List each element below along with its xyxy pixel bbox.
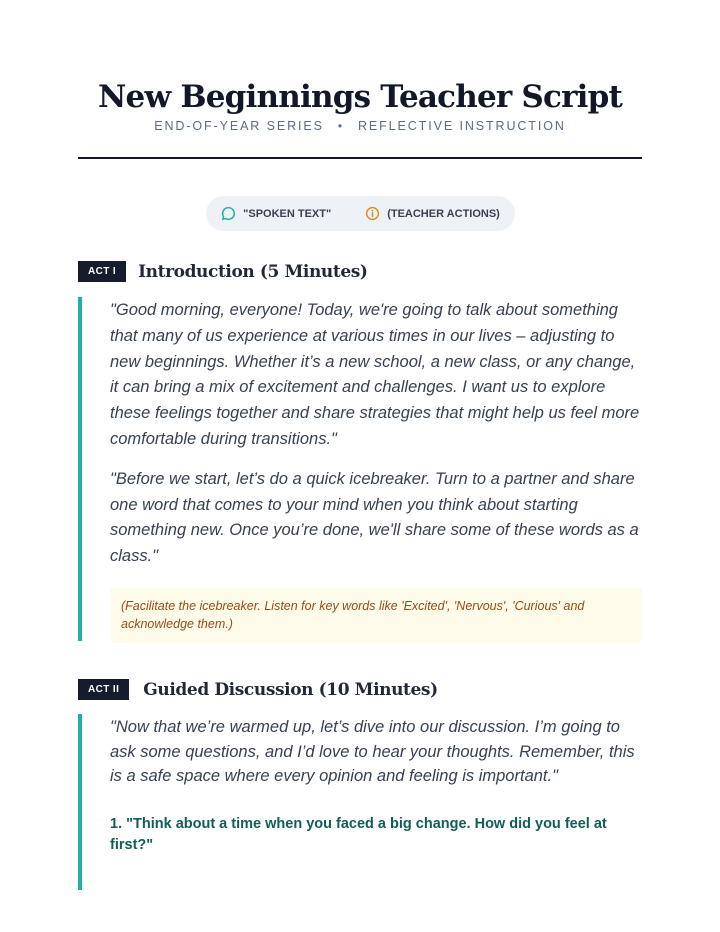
act-1-header — [78, 261, 368, 282]
spoken-text: "Good morning, everyone! Today, we're going to talk about something that many of us experience at various times in our lives – adjusting to new beginnings. Whether it’s a new school, a new class, or any change, it can bring a mix of excitement and challenges. I want us to explore these feelings together and share strategies that might help us feel more comfortable during transitions." — [110, 301, 640, 448]
act-1-title: Introduction (5 Minutes) — [138, 261, 368, 282]
series-label: END-OF-YEAR SERIES — [154, 119, 324, 133]
instruction-label: REFLECTIVE INSTRUCTION — [357, 119, 566, 133]
legend-actions-label: (TEACHER ACTIONS) — [387, 207, 500, 220]
act-2-badge: ACT II — [78, 679, 129, 700]
page-title: New Beginnings Teacher Script — [98, 79, 622, 115]
speech-bubble-icon — [221, 206, 236, 221]
legend-spoken-label: "SPOKEN TEXT" — [243, 207, 332, 220]
document-header — [78, 76, 642, 133]
page-subtitle — [78, 119, 642, 133]
act-2-header — [78, 679, 438, 700]
act-2-title: Guided Discussion (10 Minutes) — [143, 679, 438, 700]
spoken-text: "Now that we’re warmed up, let’s dive into our discussion. I’m going to ask some questions, and I’d love to hear your thoughts. Remember, this is a safe space where every opinion and feeling is important." — [110, 718, 635, 786]
act-1-badge: ACT I — [78, 261, 126, 282]
info-circle-icon — [365, 206, 380, 221]
subtitle-separator: • — [337, 119, 344, 133]
discussion-question: 1. "Think about a time when you faced a big change. How did you feel at first?" — [110, 816, 607, 853]
act-1-body — [78, 297, 642, 641]
header-divider — [78, 157, 642, 159]
teacher-action-note: (Facilitate the icebreaker. Listen for key words like 'Excited', 'Nervous', 'Curious' and acknowledge them.) — [110, 588, 642, 643]
legend-spoken — [221, 206, 331, 221]
spoken-text: "Before we start, let’s do a quick icebreaker. Turn to a partner and share one word that comes to your mind when you think about starting something new. Once you’re done, we'll share some of these words as a class." — [110, 469, 639, 566]
legend-actions — [365, 206, 500, 221]
legend — [206, 196, 515, 231]
act-2-body — [78, 714, 642, 890]
